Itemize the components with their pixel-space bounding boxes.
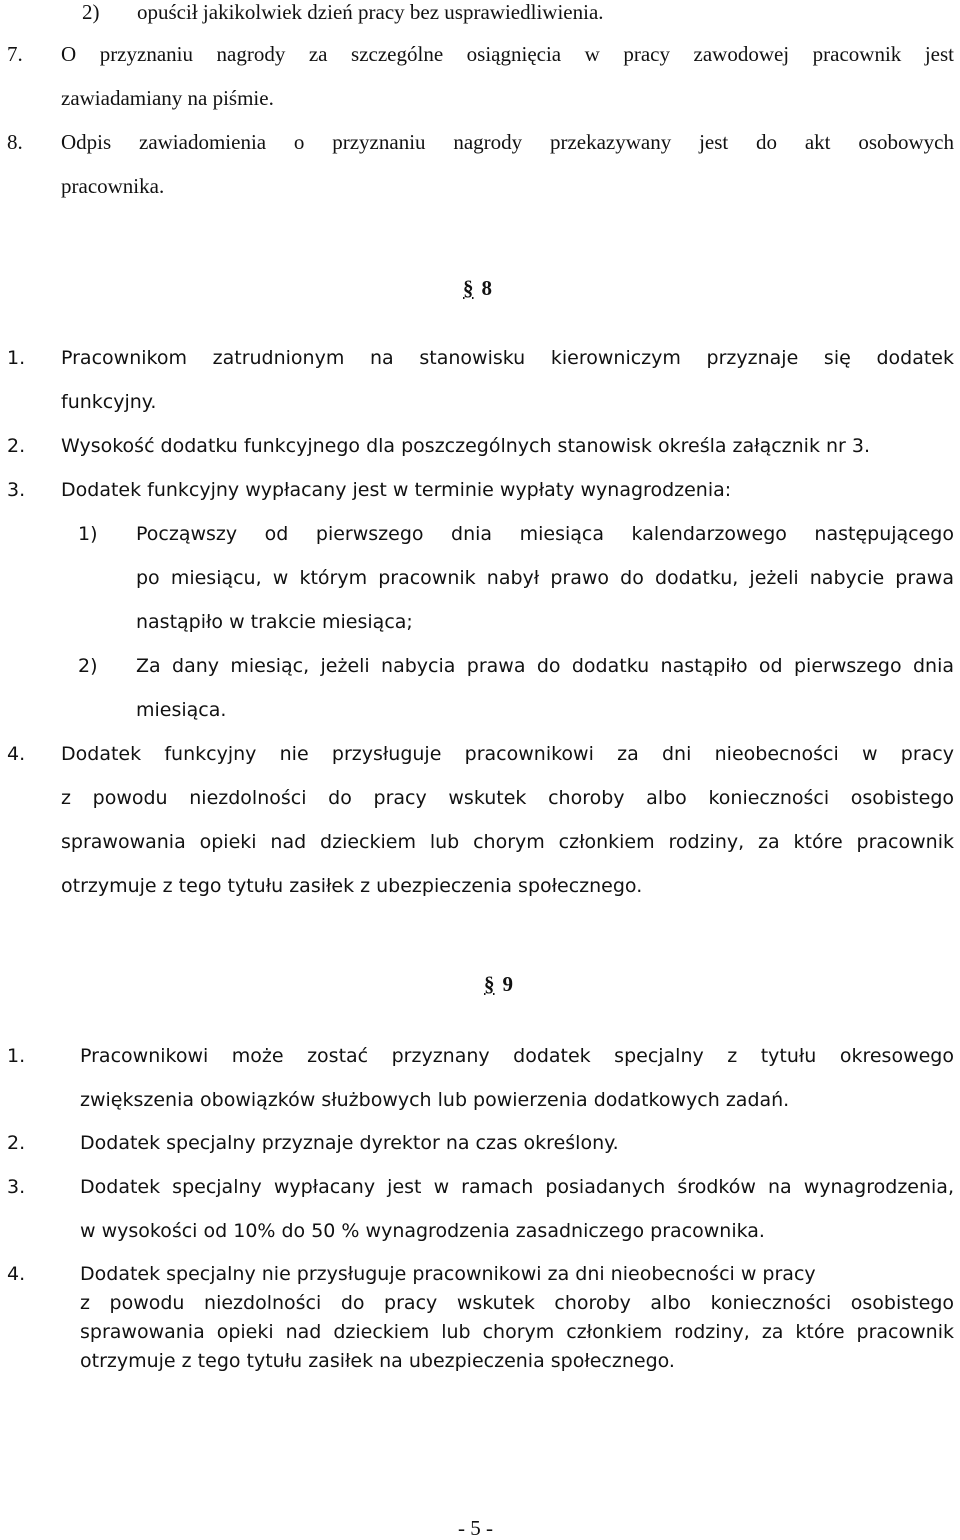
paragraph-number: 4. <box>7 1263 26 1285</box>
paragraph-line: zawiadamiany na piśmie. <box>61 86 274 110</box>
list-item-line: Za dany miesiąc, jeżeli nabycia prawa do dodatku nastąpiło od pierwszego dnia <box>136 655 954 677</box>
list-item-number: 2) <box>78 655 98 677</box>
paragraph-line: sprawowania opieki nad dzieckiem lub chorym członkiem rodziny, za które pracownik <box>61 831 954 853</box>
paragraph-line: w wysokości od 10% do 50 % wynagrodzenia zasadniczego pracownika. <box>80 1220 765 1242</box>
paragraph-line: Wysokość dodatku funkcyjnego dla poszczególnych stanowisk określa załącznik nr 3. <box>61 435 871 457</box>
paragraph-line: zwiększenia obowiązków służbowych lub powierzenia dodatkowych zadań. <box>80 1089 790 1111</box>
section-number: 9 <box>502 972 513 996</box>
section-heading-8 <box>463 276 492 300</box>
section-symbol: § <box>463 276 474 300</box>
list-item-line: Począwszy od pierwszego dnia miesiąca kalendarzowego następującego <box>136 523 954 545</box>
paragraph-line: z powodu niezdolności do pracy wskutek choroby albo konieczności osobistego <box>61 787 954 809</box>
paragraph-number: 2. <box>7 435 26 457</box>
paragraph-line: Dodatek specjalny nie przysługuje pracownikowi za dni nieobecności w pracy <box>80 1263 816 1285</box>
paragraph-number: 1. <box>7 347 26 369</box>
list-item-number: 1) <box>78 523 98 545</box>
paragraph-line: sprawowania opieki nad dzieckiem lub chorym członkiem rodziny, za które pracownik <box>80 1321 954 1343</box>
list-item-line: miesiąca. <box>136 699 227 721</box>
paragraph-number: 1. <box>7 1045 26 1067</box>
paragraph-number: 4. <box>7 743 26 765</box>
paragraph-line: Dodatek specjalny wypłacany jest w ramach posiadanych środków na wynagrodzenia, <box>80 1176 954 1198</box>
section-number: 8 <box>481 276 492 300</box>
paragraph-line: pracownika. <box>61 174 165 198</box>
section-heading-9 <box>484 972 513 996</box>
list-item-text: opuścił jakikolwiek dzień pracy bez usprawiedliwienia. <box>137 0 604 24</box>
paragraph-line: Dodatek funkcyjny wypłacany jest w terminie wypłaty wynagrodzenia: <box>61 479 732 501</box>
paragraph-number: 3. <box>7 1176 26 1198</box>
paragraph-line: otrzymuje z tego tytułu zasiłek z ubezpieczenia społecznego. <box>61 875 643 897</box>
paragraph-line: z powodu niezdolności do pracy wskutek choroby albo konieczności osobistego <box>80 1292 954 1314</box>
list-item-line: po miesiącu, w którym pracownik nabył prawo do dodatku, jeżeli nabycie prawa <box>136 567 954 589</box>
paragraph-line: Pracownikom zatrudnionym na stanowisku kierowniczym przyznaje się dodatek <box>61 347 954 369</box>
page-number: - 5 - <box>458 1516 493 1540</box>
paragraph-line: funkcyjny. <box>61 391 157 413</box>
paragraph-line: Dodatek specjalny przyznaje dyrektor na czas określony. <box>80 1132 619 1154</box>
list-item-line: nastąpiło w trakcie miesiąca; <box>136 611 413 633</box>
paragraph-line: Dodatek funkcyjny nie przysługuje pracownikowi za dni nieobecności w pracy <box>61 743 954 765</box>
paragraph-number: 3. <box>7 479 26 501</box>
paragraph-number: 2. <box>7 1132 26 1154</box>
paragraph-number: 7. <box>7 42 23 66</box>
paragraph-line: O przyznaniu nagrody za szczególne osiągnięcia w pracy zawodowej pracownik jest <box>61 42 954 66</box>
paragraph-number: 8. <box>7 130 23 154</box>
paragraph-line: Pracownikowi może zostać przyznany dodatek specjalny z tytułu okresowego <box>80 1045 954 1067</box>
section-symbol: § <box>484 972 495 996</box>
paragraph-line: Odpis zawiadomienia o przyznaniu nagrody przekazywany jest do akt osobowych <box>61 130 954 154</box>
list-item-number: 2) <box>82 0 100 24</box>
paragraph-line: otrzymuje z tego tytułu zasiłek na ubezpieczenia społecznego. <box>80 1350 675 1372</box>
